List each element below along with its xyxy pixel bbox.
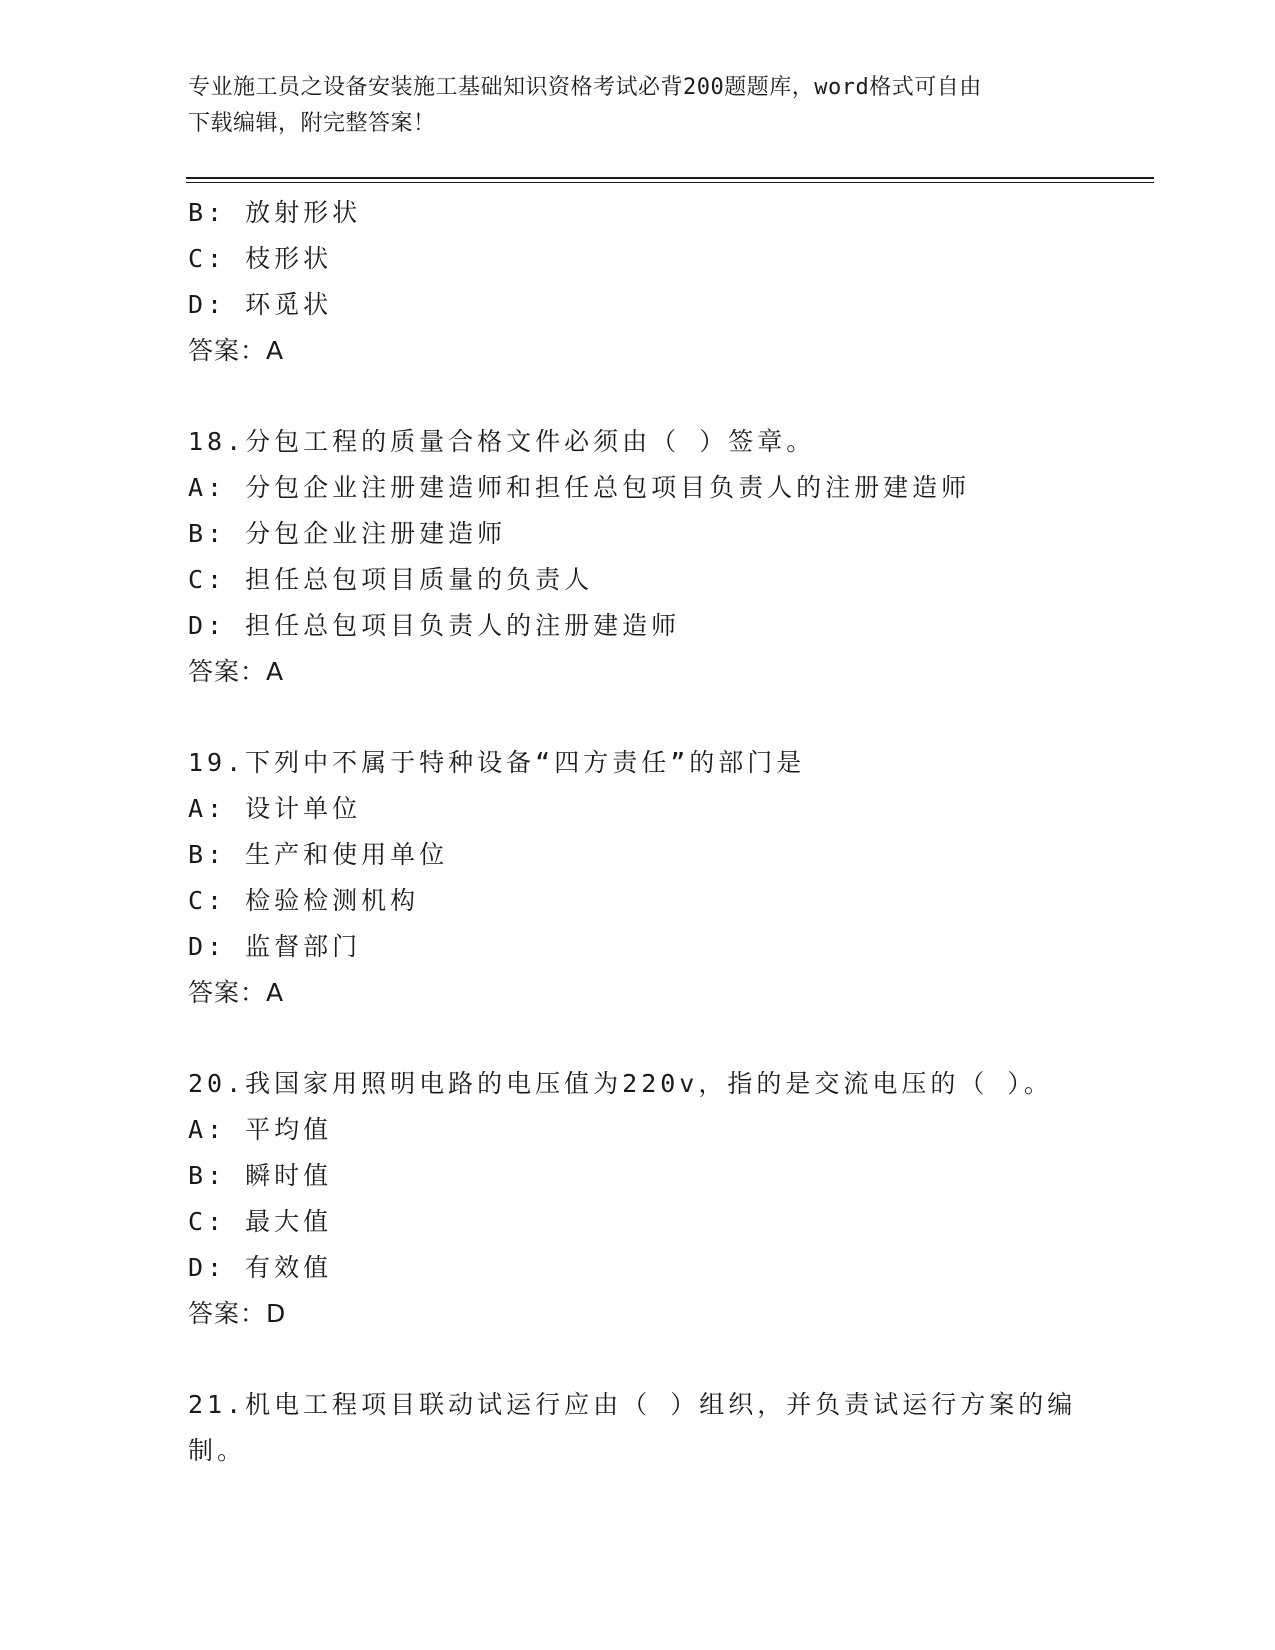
answer-line: 答案：A	[188, 978, 285, 1007]
question-text-line-2: 制。	[188, 1436, 247, 1465]
header-divider-thin	[186, 182, 1154, 183]
spacer	[188, 1337, 1088, 1382]
answer-line: 答案：A	[188, 657, 285, 686]
option-c: C: 枝形状	[188, 244, 333, 273]
option-d: D: 环觅状	[188, 290, 333, 319]
question-17-tail	[188, 190, 1088, 374]
question-21	[188, 1382, 1088, 1474]
question-20	[188, 1061, 1088, 1337]
question-text: 19.下列中不属于特种设备“四方责任”的部门是	[188, 748, 806, 777]
question-list	[188, 190, 1088, 1474]
option-a: A: 平均值	[188, 1115, 333, 1144]
document-header	[188, 70, 1068, 142]
option-d: D: 监督部门	[188, 932, 362, 961]
question-19	[188, 740, 1088, 1016]
question-text: 18.分包工程的质量合格文件必须由（ ）签章。	[188, 427, 816, 456]
header-line-2: 下载编辑，附完整答案！	[188, 111, 436, 136]
option-b: B: 分包企业注册建造师	[188, 519, 507, 548]
option-c: C: 最大值	[188, 1207, 333, 1236]
header-divider-thick	[186, 177, 1154, 179]
answer-line: 答案：A	[188, 336, 285, 365]
option-d: D: 担任总包项目负责人的注册建造师	[188, 611, 681, 640]
option-b: B: 瞬时值	[188, 1161, 333, 1190]
spacer	[188, 1016, 1088, 1061]
question-text-line-1: 21.机电工程项目联动试运行应由（ ）组织，并负责试运行方案的编	[188, 1390, 1077, 1419]
question-18	[188, 419, 1088, 695]
answer-line: 答案：D	[188, 1299, 287, 1328]
option-a: A: 设计单位	[188, 794, 362, 823]
option-b: B: 放射形状	[188, 198, 362, 227]
spacer	[188, 374, 1088, 419]
option-c: C: 检验检测机构	[188, 886, 420, 915]
option-b: B: 生产和使用单位	[188, 840, 449, 869]
spacer	[188, 695, 1088, 740]
option-d: D: 有效值	[188, 1253, 333, 1282]
option-a: A: 分包企业注册建造师和担任总包项目负责人的注册建造师	[188, 473, 971, 502]
option-c: C: 担任总包项目质量的负责人	[188, 565, 594, 594]
question-text: 20.我国家用照明电路的电压值为220v，指的是交流电压的（ ）。	[188, 1069, 1053, 1098]
header-line-1: 专业施工员之设备安装施工基础知识资格考试必背200题题库，word格式可自由	[188, 75, 982, 100]
